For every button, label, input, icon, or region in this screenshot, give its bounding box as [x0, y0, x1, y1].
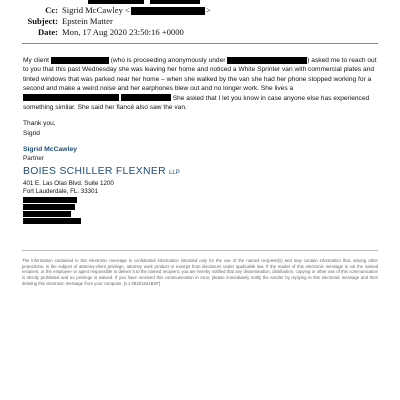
- redaction-bar: [23, 197, 77, 203]
- subject-label: Subject:: [27, 16, 58, 26]
- subject-value: Epstein Matter: [62, 16, 113, 26]
- firm-logo-text: [23, 166, 180, 177]
- redaction-bar: [131, 7, 205, 15]
- date-value: Mon, 17 Aug 2020 23:50:16 +0000: [62, 27, 184, 37]
- body-text: My client: [23, 57, 50, 64]
- body-text: She asked that I let you know in case anyone else has experienced something similar. She said her fiancé also saw the van.: [23, 94, 370, 112]
- redaction-bar: [227, 57, 307, 64]
- redaction-bar: [23, 211, 71, 217]
- cc-bracket-open: <: [125, 5, 130, 15]
- email-header-date: [0, 27, 184, 38]
- address-line-2: Fort Lauderdale, FL. 33301: [23, 188, 98, 195]
- body-text: (who is proceeding anonymously under: [110, 57, 226, 64]
- email-header-cc: [0, 5, 211, 16]
- signature-name: Sigrid McCawley: [23, 146, 78, 153]
- date-label: Date:: [37, 27, 58, 37]
- firm-suffix: LLP: [169, 170, 180, 176]
- redaction-bar: [150, 0, 200, 4]
- header-divider: [22, 43, 378, 44]
- body-text: ) asked me to reach out to you that this past Wednesday she was leaving her home and noticed a White Sprinter van with commercial plates and tinted windows that was parked near her home – when she walked by the van she had her phone stopped working for a second and make a weird noise and her earphones blew out and no longer work. She lives a: [23, 57, 377, 93]
- address-line-1: 401 E. Las Olas Blvd. Suite 1200: [23, 180, 114, 187]
- cc-bracket-close: >: [205, 5, 211, 15]
- cc-name: Sigrid McCawley: [62, 5, 123, 15]
- redaction-bar: [23, 218, 81, 224]
- redaction-bar: [51, 57, 109, 64]
- confidentiality-disclaimer: The information contained in this electronic message is confidential information intended only for the use of the named recipient(s) and may contain information that, among other protections, is the subject of attorney-client privilege, attorney work product or exempt from disclosure under applicable law. If the reader of this electronic message is not the named recipient, or the employee or agent responsible to deliver it to the named recipient, you are hereby notified that any dissemination, distribution, copying or other use of this communication is strictly prohibited and no privilege is waived. If you have received this communication in error, please immediately notify the sender by replying to this electronic message and then deleting this electronic message from your computer. [v.1 08201831BSF]: [22, 258, 378, 286]
- closing-name: Sigrid: [23, 130, 40, 137]
- firm-name: BOIES SCHILLER FLEXNER: [23, 166, 166, 177]
- footer-divider: [22, 250, 378, 251]
- redaction-bar: [23, 204, 75, 210]
- redaction-bar: [23, 94, 119, 101]
- cc-label: Cc:: [45, 5, 58, 15]
- closing-thanks: Thank you,: [23, 120, 56, 127]
- signature-title: Partner: [23, 155, 44, 162]
- email-body-paragraph: [23, 56, 379, 112]
- email-header-subject: [0, 16, 113, 27]
- redaction-bar: [121, 94, 171, 101]
- redaction-bar: [88, 0, 144, 4]
